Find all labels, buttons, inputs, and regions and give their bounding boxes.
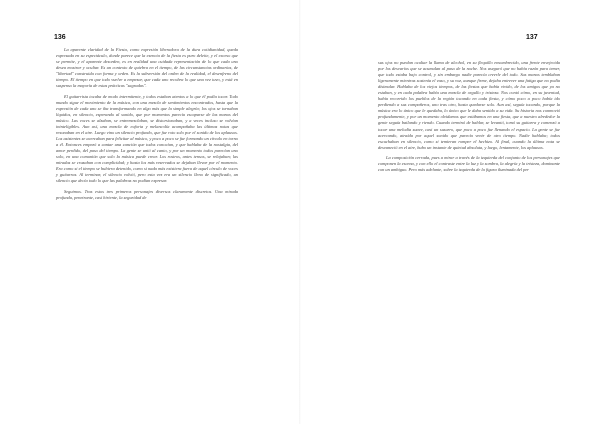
right-page <box>300 0 600 424</box>
right-page-number: 137 <box>526 34 538 41</box>
paragraph: La aparente claridad de la Fiesta, como expresión liberadora de la dura cotidianidad, queda expresada en su espectáculo, donde parece que la esencia de la fiesta es puro deleite, y el exceso que se permite, y el aparente desorden, es en realidad una cuidada representación de lo que cada uno desea mostrar y ocultar. Es un contexto de quiebra en el tiempo, de las circunstancias ordinarias, de "libertad" construida con forma y orden. Es la subversión del orden de la realidad, el desenfreno del tiempo. El tiempo en que todo vuelve a empezar, que cada uno recobra lo que una vez tuvo, y está en suspenso la mayoría de estas prácticas "sagradas". <box>56 47 238 89</box>
right-page-text <box>378 60 560 178</box>
paragraph: El guitarrista tocaba de modo intermitente, y todos estaban atentos a lo que él podía tocar. Todo mundo sigue el movimiento de la música, con una mezcla de sentimientos encontrados, hasta que la expresión de cada uno se iba transformando en algo más que la simple alegría; los ojos se tornaban líquidos, en silencio, esperando al sonido, que por momentos parecía escaparse de las manos del músico. Las voces se alzaban, se entremezclaban, se distorsionaban, y a veces incluso se volvían ininteligibles. Aun así, una mezcla de euforia y melancolía acompañaba las últimas notas que resonaban en el aire. Luego vino un silencio profundo, que fue roto solo por el sonido de los aplausos. Los asistentes se acercaban para felicitar al músico, y poco a poco se fue formando un círculo en torno a él. Entonces empezó a cantar una canción que todos conocían, y que hablaba de la nostalgia, del amor perdido, del paso del tiempo. La gente se unió al canto, y por un momento todos parecían uno solo, en una comunión que solo la música puede crear. Los rostros, antes tensos, se relajaban; las miradas se cruzaban con complicidad; y hasta los más reservados se dejaban llevar por el momento. Era como si el tiempo se hubiera detenido, como si nada más existiera fuera de aquel círculo de voces y guitarras. Al terminar, el silencio volvió, pero esta vez era un silencio lleno de significado, un silencio que decía todo lo que las palabras no podían expresar. <box>56 93 238 184</box>
paragraph: Seguimos. Tras estos tres primeros personajes diversos claramente discretos. Una mirada profunda, penetrante, casi hiriente, la seguridad de <box>56 189 238 201</box>
left-page-text <box>56 47 238 206</box>
paragraph: La composición cerrada, pues a mirar a través de la izquierda del conjunto de los personajes que componen la escena, y con ello el contraste entre la luz y la sombra, la alegría y la tristeza, dominante con un ambiguo. Pero más adelante, sobre la izquierda de la figura iluminada del per <box>378 155 560 173</box>
left-page-number: 136 <box>54 34 66 41</box>
paragraph: sus ojos no puedan ocultar la llama de alcohol, en su flequillo ensombrecido, una frente envejecida por los desvaríos que se acumulan al paso de la noche. Nos aseguró que no había razón para temer, que todo estaba bajo control, y sin embargo nadie parecía creerle del todo. Sus manos temblaban ligeramente mientras sostenía el vaso, y su voz, aunque firme, dejaba entrever una fatiga que no podía disimular. Hablaba de los viejos tiempos, de las fiestas que había vivido, de los amigos que ya no estaban, y en cada palabra había una mezcla de orgullo y tristeza. Nos contó cómo, en su juventud, había recorrido los pueblos de la región tocando en cada fiesta, y cómo poco a poco había ido perdiendo a sus compañeros, uno tras otro, hasta quedarse solo. Aun así, seguía tocando, porque la música era lo único que le quedaba, lo único que le daba sentido a su vida. Su historia nos conmovió profundamente, y por un momento olvidamos que estábamos en una fiesta, que a nuestro alrededor la gente seguía bailando y riendo. Cuando terminó de hablar, se levantó, tomó su guitarra y comenzó a tocar una melodía suave, casi un susurro, que poco a poco fue llenando el espacio. La gente se fue acercando, atraída por aquel sonido que parecía venir de otro tiempo. Nadie hablaba; todos escuchaban en silencio, como si temieran romper el hechizo. Al final, cuando la última nota se desvaneció en el aire, hubo un instante de quietud absoluta, y luego, lentamente, los aplausos. <box>378 60 560 150</box>
